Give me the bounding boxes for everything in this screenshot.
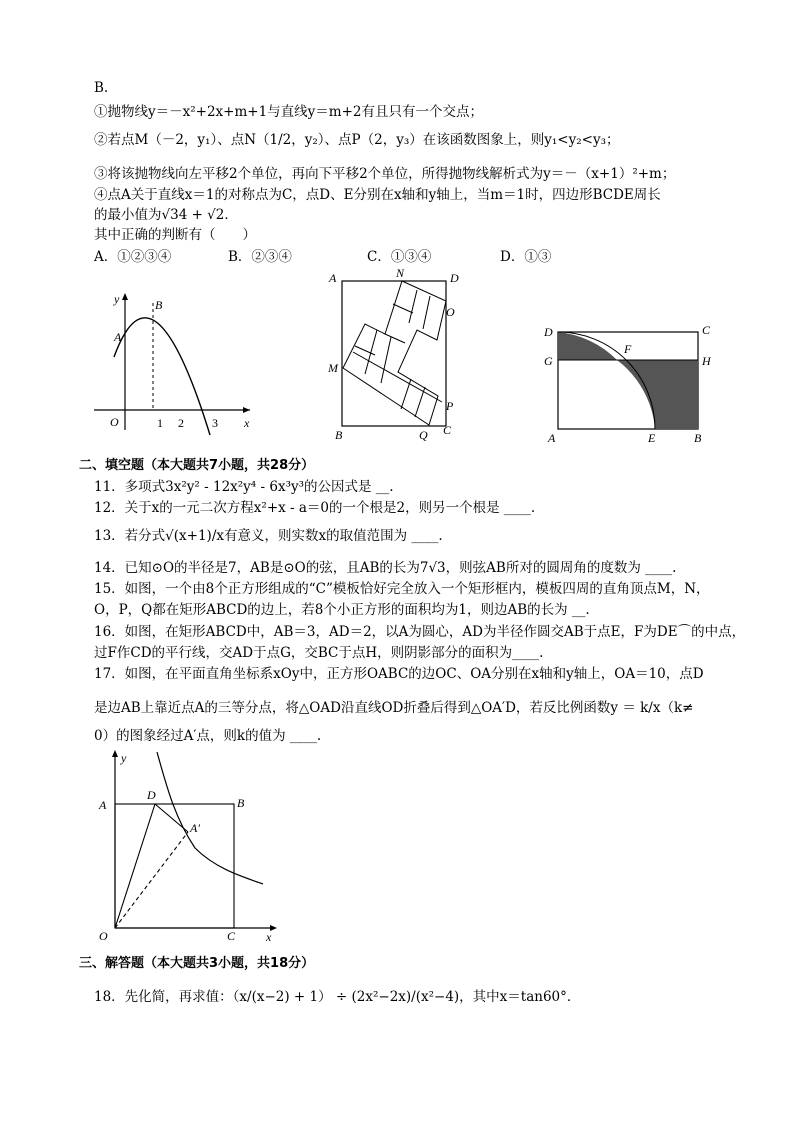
rect-fig-a-label: A — [548, 431, 556, 445]
q10-statement-2: ②若点M（－2，y₁）、点N（1/2，y₂）、点P（2，y₃）在该函数图象上，则y₁<y₂<y₃； — [94, 132, 620, 148]
parabola-origin-label: O — [110, 415, 119, 429]
c-fig-n-label: N — [396, 266, 405, 280]
question-17b: 是边AB上靠近点A的三等分点，将△OAD沿直线OD折叠后得到△OA′D，若反比例函数y ＝ k/x（k≠ — [94, 700, 694, 716]
c-fig-m-label: M — [328, 361, 338, 375]
question-17a: 17．如图，在平面直角坐标系xOy中，正方形OABC的边OC、OA分别在x轴和y轴上，OA＝10，点D — [94, 666, 704, 682]
parabola-y-label: y — [114, 292, 120, 306]
square-fig-y-label: y — [121, 751, 127, 765]
square-fig-a-label: A — [99, 798, 107, 812]
q10-statement-1: ①抛物线y＝－x²+2x+m+1与直线y＝m+2有且只有一个交点； — [94, 104, 484, 120]
q10-option-d[interactable]: D．①③ — [500, 249, 552, 265]
q10-option-b[interactable]: B．②③④ — [228, 249, 292, 265]
parabola-point-b-label: B — [155, 298, 163, 312]
c-fig-b-label: B — [335, 428, 343, 442]
square-fig-c-label: C — [227, 929, 236, 943]
section-3-title: 三、解答题（本大题共3小题，共18分） — [79, 956, 315, 971]
question-16a: 16．如图，在矩形ABCD中，AB＝3，AD＝2，以A为圆心，AD为半径作圆交AB于点E，F为DE⌒的中点， — [94, 624, 746, 640]
section-2-title: 二、填空题（本大题共7小题，共28分） — [79, 458, 315, 473]
parabola-tick-2: 2 — [178, 416, 184, 430]
question-14: 14．已知⊙O的半径是7，AB是⊙O的弦，且AB的长为7√3，则弦AB所对的圆周角的度数为 ____. — [94, 560, 677, 576]
c-fig-q-label: Q — [419, 428, 428, 442]
question-18: 18．先化简，再求值：（x/(x−2) + 1） ÷ (2x²−2x)/(x²−4)，其中x＝tan60°． — [94, 989, 581, 1005]
q10-option-c[interactable]: C．①③④ — [367, 249, 432, 265]
rect-fig-g-label: G — [544, 354, 553, 368]
question-17c: 0）的图象经过A′点，则k的值为 ____. — [94, 728, 322, 744]
c-fig-c-label: C — [443, 423, 452, 437]
square-fig-b-label: B — [237, 796, 245, 810]
question-12: 12．关于x的一元二次方程x²+x - a＝0的一个根是2，则另一个根是 ____. — [94, 500, 536, 516]
square-fig-x-label: x — [266, 930, 272, 944]
square-fig-o-label: O — [99, 929, 108, 943]
q10-ask: 其中正确的判断有（ ） — [94, 227, 256, 243]
question-15a: 15．如图，一个由8个正方形组成的“C”模板恰好完全放入一个矩形框内，模板四周的直角顶点M，N， — [94, 581, 710, 597]
q10-statement-4b: 的最小值为√34 + √2． — [94, 207, 238, 223]
c-template-figure — [325, 268, 465, 443]
c-fig-d-label: D — [450, 271, 459, 285]
rect-fig-e-label: E — [648, 431, 656, 445]
square-hyperbola-figure — [95, 748, 290, 948]
c-fig-o-label: O — [446, 305, 455, 319]
c-fig-a-label: A — [329, 271, 337, 285]
square-fig-d-label: D — [147, 788, 156, 802]
question-15b: O，P，Q都在矩形ABCD的边上，若8个小正方形的面积均为1，则边AB的长为 __. — [94, 602, 590, 618]
question-13: 13．若分式√(x+1)/x有意义，则实数x的取值范围为 ____. — [94, 528, 443, 544]
question-16b: 过F作CD的平行线，交AD于点G，交BC于点H，则阴影部分的面积为____. — [94, 645, 544, 661]
parabola-x-label: x — [244, 416, 250, 430]
q10-option-a[interactable]: A．①②③④ — [94, 249, 172, 265]
q10-head: B. — [94, 80, 109, 96]
parabola-tick-3: 3 — [212, 416, 218, 430]
parabola-figure — [90, 285, 260, 435]
parabola-point-a-label: A — [114, 330, 122, 344]
rect-fig-h-label: H — [702, 354, 711, 368]
rect-fig-d-label: D — [544, 325, 553, 339]
rect-fig-b-label: B — [694, 431, 702, 445]
q10-statement-4a: ④点A关于直线x＝1的对称点为C，点D、E分别在x轴和y轴上，当m＝1时，四边形BCDE周长 — [94, 187, 661, 203]
parabola-tick-1: 1 — [157, 416, 163, 430]
q10-statement-3: ③将该抛物线向左平移2个单位，再向下平移2个单位，所得抛物线解析式为y＝－（x+1）²+m； — [94, 166, 676, 182]
question-11: 11．多项式3x²y² - 12x²y⁴ - 6x³y³的公因式是 __. — [94, 479, 394, 495]
rect-fig-c-label: C — [702, 323, 711, 337]
rectangle-arc-figure — [540, 320, 720, 450]
square-fig-a-prime-label: A′ — [190, 821, 200, 835]
c-fig-p-label: P — [446, 399, 454, 413]
rect-fig-f-label: F — [624, 342, 632, 356]
